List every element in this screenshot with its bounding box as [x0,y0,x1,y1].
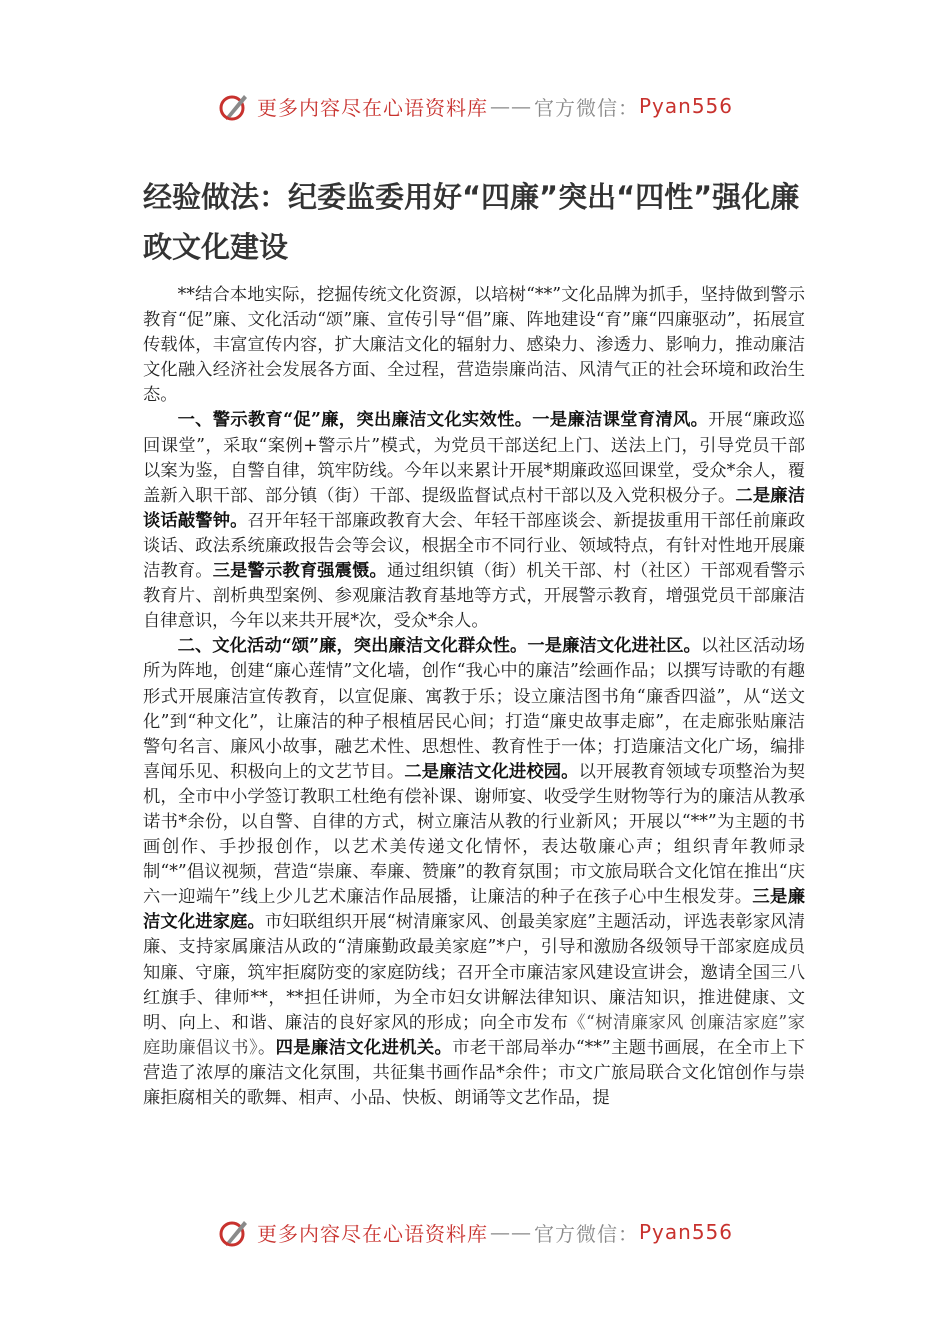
section-2-text-1: 以社区活动场所为阵地，创建“廉心莲情”文化墙，创作“我心中的廉洁”绘画作品；以撰写诗歌的有趣形式开展廉洁宣传教育，以宣促廉、寓教于乐；设立廉洁图书角“廉香四溢”，从“送文化”到“种文化”，让廉洁的种子根植居民心间；打造“廉史故事走廊”，在走廊张贴廉洁警句名言、廉风小故事，融艺术性、思想性、教育性于一体；打造廉洁文化广场，编排喜闻乐见、积极向上的文艺节目。 [143,636,805,782]
section-2-sub-3: 三是廉洁文化进家庭。 [143,887,805,933]
section-2-text-3a: 市妇联组织开展“树清廉家风、创最美家庭”主题活动，评选表彰家风清廉、支持家属廉洁从政的“清廉勤政最美家庭”*户，引导和激励各级领导干部家庭成员知廉、守廉，筑牢拒腐防变的家庭防线；召开全市廉洁家风建设宣讲会，邀请全国三八红旗手、律师**，**担任讲师，为全市妇女讲解法律知识、廉洁知识，推进健康、文明、向上、和谐、廉洁的良好家风的形成；向全市发布 [143,912,805,1033]
section-1-text-3: 通过组织镇（街）机关干部、村（社区）干部观看警示教育片、剖析典型案例、参观廉洁教育基地等方式，开展警示教育，增强党员干部廉洁自律意识，今年以来共开展*次，受众*余人。 [143,561,805,632]
page-title: 经验做法：纪委监委用好“四廉”突出“四性”强化廉政文化建设 [143,180,800,264]
section-2-text-4: 市老干部局举办“**”主题书画展，在全市上下营造了浓厚的廉洁文化氛围，共征集书画作品*余件；市文广旅局联合文化馆创作与崇廉拒腐相关的歌舞、相声、小品、快板、朗诵等文艺作品，提 [143,1037,805,1108]
section-1-sub-3: 三是警示教育强震慑。 [212,561,387,582]
banner-text: 更多内容尽在心语资料库 [256,95,488,120]
banner-text: 更多内容尽在心语资料库 [256,1221,488,1246]
banner-wechat-id: Pyan556 [638,1220,733,1244]
banner-separator: —— [489,1220,532,1244]
article-body [143,283,805,1111]
section-1-paragraph [143,408,805,634]
banner-wechat-id: Pyan556 [638,94,733,118]
section-1-text-2: 召开年轻干部廉政教育大会、年轻干部座谈会、新提拔重用干部任前廉政谈话、政法系统廉政报告会等会议，根据全市不同行业、领域特点，有针对性地开展廉洁教育。 [143,510,805,582]
banner-separator: —— [489,94,532,118]
watermark-banner-bottom [0,1212,950,1252]
section-2-text-3b: 《“树清廉家风 创廉洁家庭”家庭助廉倡议书》 [143,1012,805,1058]
section-1-heading: 一、警示教育“促”廉，突出廉洁文化实效性。 [177,410,533,431]
section-2-sub-2: 二是廉洁文化进校园。 [404,761,579,782]
section-2-sub-1: 一是廉洁文化进社区。 [527,636,701,657]
banner-wechat-label: 官方微信： [533,95,639,120]
watermark-banner-top [0,86,950,126]
section-2-text-2: 以开展教育领域专项整治为契机，全市中小学签订教职工杜绝有偿补课、谢师宴、收受学生财物等行为的廉洁从教承诺书*余份，以自警、自律的方式，树立廉洁从教的行业新风；开展以“**”为主题的书画创作、手抄报创作，以艺术美传递文化情怀，表达敬廉心声；组织青年教师录制“*”倡议视频，营造“崇廉、奉廉、赞廉”的教育氛围；市文旅局联合文化馆在推出“庆六一迎端午”线上少儿艺术廉洁作品展播，让廉洁的种子在孩子心中生根发芽。 [143,761,805,908]
pen-logo-icon [217,89,251,123]
section-2-paragraph [143,634,805,1111]
section-1-text-1: 开展“廉政巡回课堂”，采取“案例+警示片”模式，为党员干部送纪上门、送法上门，引导党员干部以案为鉴，自警自律，筑牢防线。今年以来累计开展*期廉政巡回课堂，受众*余人，覆盖新入职干部、部分镇（街）干部、提级监督试点村干部以及入党积极分子。 [143,410,805,506]
section-2-heading: 二、文化活动“颂”廉，突出廉洁文化群众性。 [177,636,528,657]
section-1-sub-1: 一是廉洁课堂育清风。 [532,410,709,431]
intro-paragraph: **结合本地实际，挖掘传统文化资源，以培树“**”文化品牌为抓手，坚持做到警示教育“促”廉、文化活动“颂”廉、宣传引导“倡”廉、阵地建设“育”廉“四廉驱动”，拓展宣传载体，丰富宣传内容，扩大廉洁文化的辐射力、感染力、渗透力、影响力，推动廉洁文化融入经济社会发展各方面、全过程，营造崇廉尚洁、风清气正的社会环境和政治生态。 [143,285,805,406]
section-2-text-3c: 。 [257,1037,276,1058]
section-1-sub-2: 二是廉洁谈话敲警钟。 [143,485,805,531]
banner-wechat-label: 官方微信： [533,1221,639,1246]
pen-logo-icon [217,1215,251,1249]
section-2-sub-4: 四是廉洁文化进机关。 [275,1037,453,1058]
